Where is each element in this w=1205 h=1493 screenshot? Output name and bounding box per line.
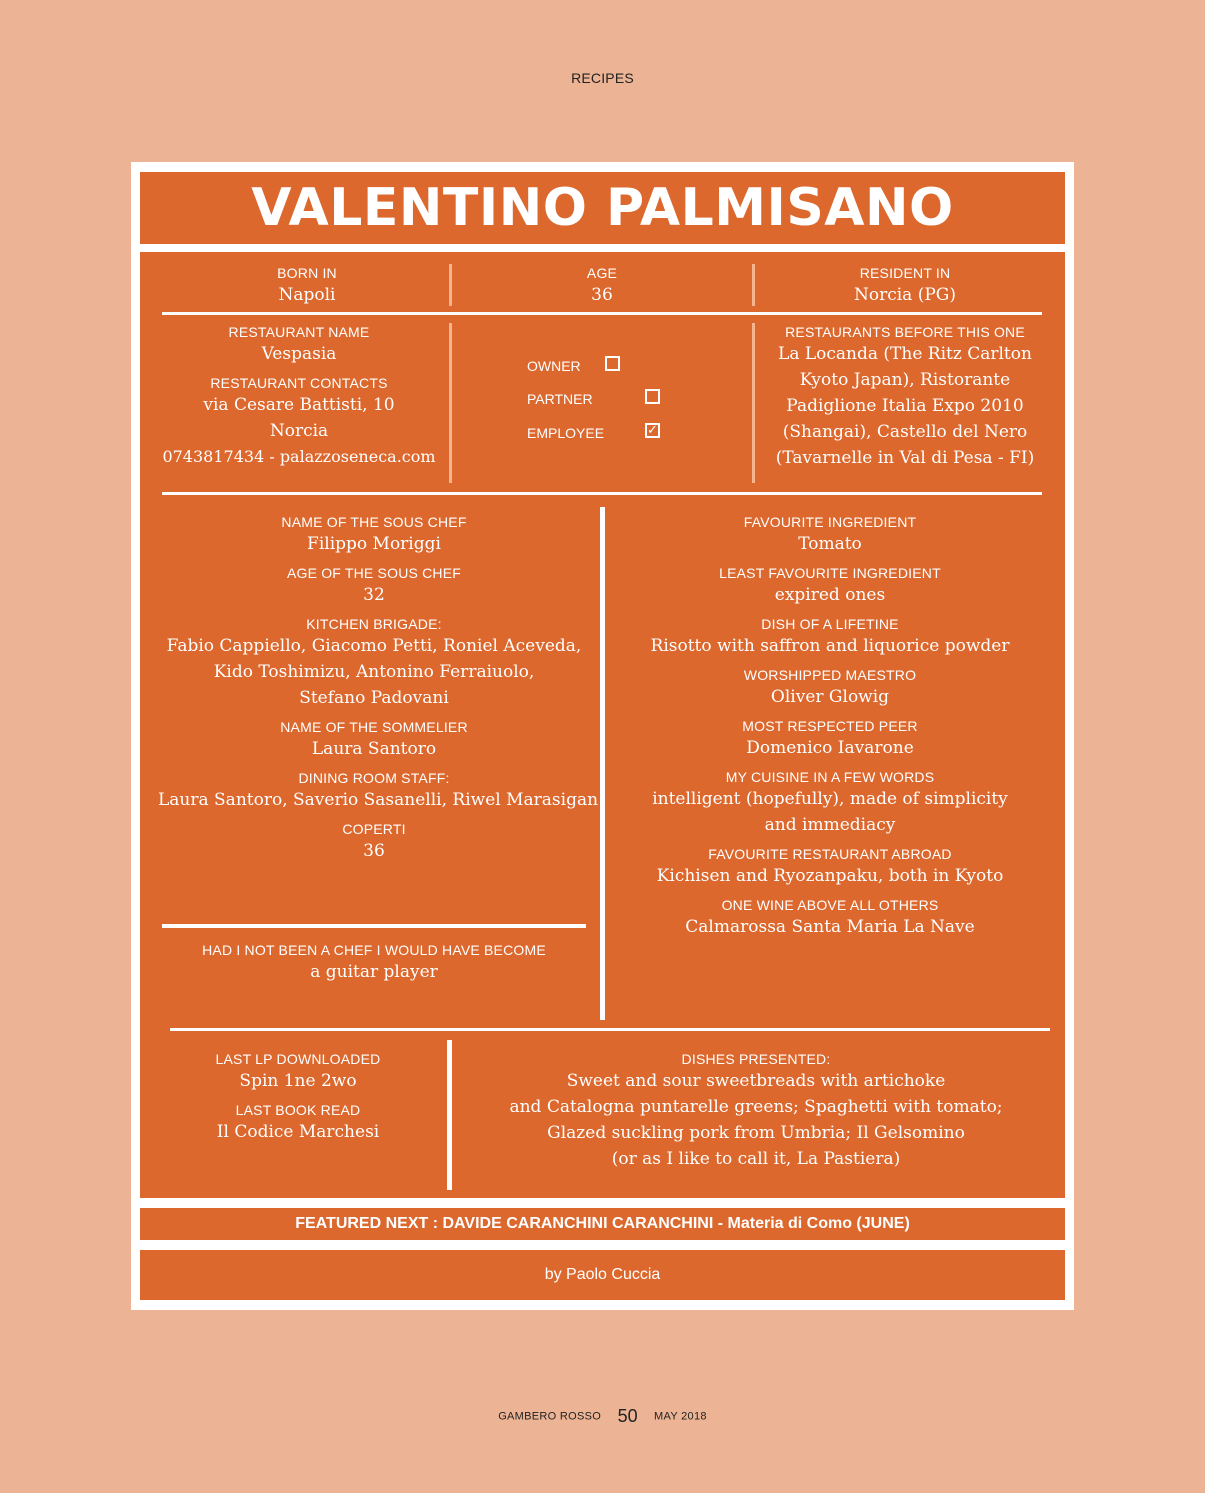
favourites-block [610,513,1050,940]
section-label: RECIPES [571,70,634,86]
restaurant-value: Vespasia [261,344,337,364]
restaurant-abroad-value: Kichisen and Ryozanpaku, both in Kyoto [656,866,1004,886]
last-book-label: LAST BOOK READ [235,1102,361,1118]
sous-chef-value: Filippo Moriggi [307,534,441,554]
wine-value: Calmarossa Santa Maria La Nave [685,917,975,937]
previous-restaurants-line: (Tavarnelle in Val di Pesa - FI) [775,448,1035,468]
byline-panel [140,1250,1065,1300]
contacts-line: Norcia [269,421,329,441]
featured-next-text: FEATURED NEXT : DAVIDE CARANCHINI CARANCHINI - Materia di Como (JUNE) [295,1215,910,1232]
contacts-line: via Cesare Battisti, 10 [203,395,395,415]
row-divider [162,312,1042,315]
coperti-value: 36 [363,841,385,861]
team-block [158,513,599,864]
media-block [162,1050,434,1145]
dish-lifetime-label: DISH OF A LIFETINE [761,616,899,632]
born-block [162,264,452,308]
last-lp-label: LAST LP DOWNLOADED [215,1051,381,1067]
page-number: 50 [617,1406,638,1426]
restaurant-abroad-label: FAVOURITE RESTAURANT ABROAD [708,846,952,862]
partner-label: PARTNER [527,391,593,407]
previous-restaurants-line: La Locanda (The Ritz Carlton [778,344,1032,364]
previous-restaurants-label: RESTAURANTS BEFORE THIS ONE [785,324,1025,340]
issue-date: MAY 2018 [654,1410,707,1423]
employee-label: EMPLOYEE [527,425,605,441]
owner-label: OWNER [527,358,581,374]
employee-checkbox[interactable]: ✓ [645,423,660,438]
byline-text: by Paolo Cuccia [544,1266,661,1283]
row-divider [162,492,1042,495]
cuisine-line: intelligent (hopefully), made of simplicity [652,789,1008,809]
last-book-value: Il Codice Marchesi [216,1122,380,1142]
last-lp-value: Spin 1ne 2wo [239,1071,357,1091]
alternate-career-label: HAD I NOT BEEN A CHEF I WOULD HAVE BECOME [202,942,546,958]
sommelier-label: NAME OF THE SOMMELIER [280,719,468,735]
row-divider [170,1028,1050,1031]
favourite-ingredient-label: FAVOURITE INGREDIENT [743,514,917,530]
maestro-value: Oliver Glowig [770,687,890,707]
favourite-ingredient-value: Tomato [798,534,862,554]
dishes-line: Glazed suckling pork from Umbria; Il Gelsomino [547,1123,965,1143]
chef-profile-card [131,162,1074,1310]
dish-lifetime-value: Risotto with saffron and liquorice powder [650,636,1010,656]
alternate-career-block [158,941,590,985]
owner-checkbox[interactable] [605,356,620,371]
maestro-label: WORSHIPPED MAESTRO [743,667,917,683]
wine-label: ONE WINE ABOVE ALL OTHERS [721,897,939,913]
column-divider [447,1040,452,1190]
coperti-label: COPERTI [342,821,406,837]
born-label: BORN IN [277,265,337,281]
least-ingredient-label: LEAST FAVOURITE INGREDIENT [719,565,941,581]
restaurant-block [162,323,436,470]
brigade-label: KITCHEN BRIGADE: [306,616,442,632]
title-panel [140,172,1065,244]
dishes-line: (or as I like to call it, La Pastiera) [611,1149,901,1169]
age-label: AGE [586,265,618,281]
peer-value: Domenico Iavarone [746,738,914,758]
sommelier-value: Laura Santoro [311,739,437,759]
cuisine-line: and immediacy [764,815,896,835]
sous-chef-age-value: 32 [363,585,385,605]
profile-details-panel [140,252,1065,1198]
partner-checkbox[interactable] [645,389,660,404]
chef-name: VALENTINO PALMISANO [251,178,954,238]
restaurant-label: RESTAURANT NAME [228,324,370,340]
contacts-line: 0743817434 - palazzoseneca.com [162,447,436,466]
age-block [452,264,752,308]
dining-staff-value: Laura Santoro, Saverio Sasanelli, Riwel Marasigan [158,790,599,810]
cuisine-label: MY CUISINE IN A FEW WORDS [725,769,935,785]
sous-chef-age-label: AGE OF THE SOUS CHEF [286,565,462,581]
previous-restaurants-line: Kyoto Japan), Ristorante [799,370,1011,390]
previous-restaurants-block [755,323,1055,471]
featured-next-panel [140,1208,1065,1240]
brigade-line: Kido Toshimizu, Antonino Ferraiuolo, [213,662,535,682]
previous-restaurants-line: (Shangai), Castello del Nero [782,422,1028,442]
row-divider [162,924,586,928]
born-value: Napoli [278,285,336,305]
resident-label: RESIDENT IN [859,265,951,281]
dishes-block [456,1050,1056,1172]
resident-block [755,264,1055,308]
brigade-line: Fabio Cappiello, Giacomo Petti, Roniel Aceveda, [166,636,582,656]
previous-restaurants-line: Padiglione Italia Expo 2010 [786,396,1024,416]
resident-value: Norcia (PG) [853,285,957,305]
peer-label: MOST RESPECTED PEER [742,718,918,734]
dishes-line: Sweet and sour sweetbreads with artichoke [566,1071,946,1091]
column-divider [600,507,605,1020]
dishes-line: and Catalogna puntarelle greens; Spaghetti with tomato; [509,1097,1003,1117]
dining-staff-label: DINING ROOM STAFF: [298,770,450,786]
least-ingredient-value: expired ones [774,585,886,605]
contacts-label: RESTAURANT CONTACTS [210,375,388,391]
alternate-career-value: a guitar player [310,962,438,982]
divider [449,323,452,483]
age-value: 36 [591,285,613,305]
sous-chef-label: NAME OF THE SOUS CHEF [281,514,467,530]
magazine-name: GAMBERO ROSSO [498,1410,602,1423]
page-footer [0,1406,1205,1427]
dishes-label: DISHES PRESENTED: [681,1051,831,1067]
brigade-line: Stefano Padovani [299,688,449,708]
